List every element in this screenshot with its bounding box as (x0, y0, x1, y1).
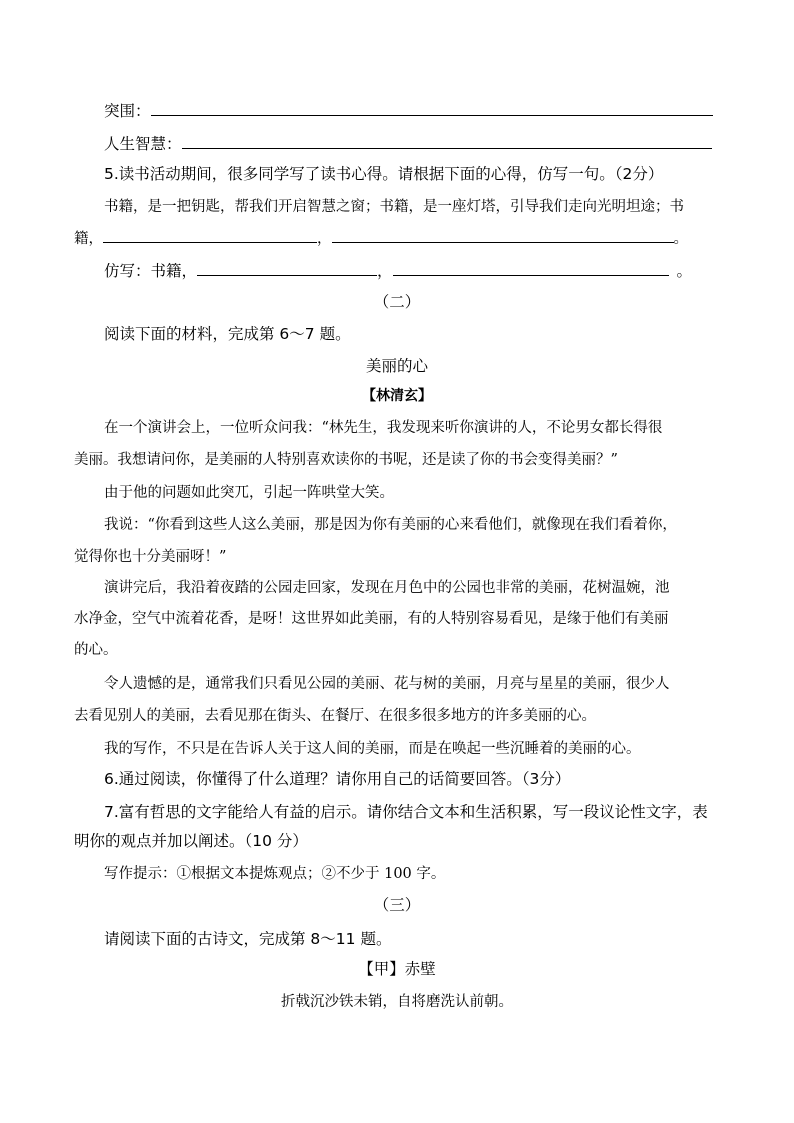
para5-line2: 去看见别人的美丽，去看见那在街头、在餐厅、在很多很多地方的许多美丽的心。 (74, 708, 596, 724)
q5-imitate-period: 。 (676, 262, 693, 280)
q5-example-start: 籍， (74, 231, 103, 247)
para5-line1: 令人遗憾的是，通常我们只看见公园的美丽、花与树的美丽，月亮与星星的美丽，很少人 (104, 676, 670, 692)
q7-writing-tip: 写作提示：①根据文本提炼观点；②不少于 100 字。 (104, 866, 446, 882)
q5-imitate-comma: ， (377, 262, 393, 280)
wisdom-answer-blank[interactable] (182, 134, 712, 149)
para4-line2: 水净金，空气中流着花香，是呀！这世界如此美丽，有的人特别容易看见，是缘于他们有美丽 (74, 611, 669, 627)
q5-example-line2 (74, 228, 688, 250)
section3-instruction: 请阅读下面的古诗文，完成第 8～11 题。 (104, 930, 392, 948)
wisdom-label: 人生智慧： (104, 135, 182, 153)
q6-prompt: 6.通过阅读，你懂得了什么道理？请你用自己的话简要回答。（3分） (104, 770, 571, 788)
breakthrough-answer-blank[interactable] (151, 101, 713, 116)
para4-line1: 演讲完后，我沿着夜踏的公园走回家，发现在月色中的公园也非常的美丽，花树温婉，池 (104, 580, 670, 596)
q5-example-line1: 书籍，是一把钥匙，帮我们开启智慧之窗；书籍，是一座灯塔，引导我们走向光明坦途；书 (104, 199, 684, 215)
q5-example-blank-2[interactable] (332, 228, 674, 243)
q7-prompt-line2: 明你的观点并加以阐述。（10 分） (74, 832, 308, 850)
article-title: 美丽的心 (365, 357, 428, 375)
q5-example-period: 。 (673, 231, 688, 247)
para6: 我的写作，不只是在告诉人关于这人间的美丽，而是在唤起一些沉睡着的美丽的心。 (104, 741, 641, 757)
q5-prompt: 5.读书活动期间，很多同学写了读书心得。请根据下面的心得，仿写一句。（2分） (104, 165, 664, 183)
section2-number: （二） (373, 293, 421, 311)
para3-line2: 觉得你也十分美丽呀！” (74, 549, 227, 565)
section2-instruction: 阅读下面的材料，完成第 6～7 题。 (104, 325, 351, 343)
breakthrough-row (104, 100, 713, 122)
para1-line2: 美丽。我想请问你，是美丽的人特别喜欢读你的书呢，还是读了你的书会变得美丽？” (74, 452, 618, 468)
article-author: 【林清玄】 (362, 388, 432, 404)
q5-imitate-blank-1[interactable] (197, 261, 377, 276)
poem-line1: 折戟沉沙铁未销，自将磨洗认前朝。 (281, 994, 513, 1010)
wisdom-row (104, 133, 712, 155)
para1-line1: 在一个演讲会上，一位听众问我：“林先生，我发现来听你演讲的人，不论男女都长得很 (104, 420, 663, 436)
para4-line3: 的心。 (74, 642, 118, 658)
q5-imitate-label: 仿写：书籍， (104, 262, 198, 280)
section3-number: （三） (373, 896, 421, 914)
para2: 由于他的问题如此突兀，引起一阵哄堂大笑。 (104, 485, 394, 501)
q5-imitate-blank-2[interactable] (393, 261, 669, 276)
q5-example-blank-1[interactable] (103, 228, 317, 243)
q5-example-comma: ， (317, 231, 332, 247)
q5-imitate-line (104, 260, 692, 282)
poem-title: 【甲】赤壁 (358, 960, 436, 978)
breakthrough-label: 突围： (104, 102, 151, 120)
q7-prompt-line1: 7.富有哲思的文字能给人有益的启示。请你结合文本和生活积累，写一段议论性文字，表 (104, 803, 708, 821)
para3-line1: 我说：“你看到这些人这么美丽，那是因为你有美丽的心来看他们，就像现在我们看着你， (104, 517, 677, 533)
